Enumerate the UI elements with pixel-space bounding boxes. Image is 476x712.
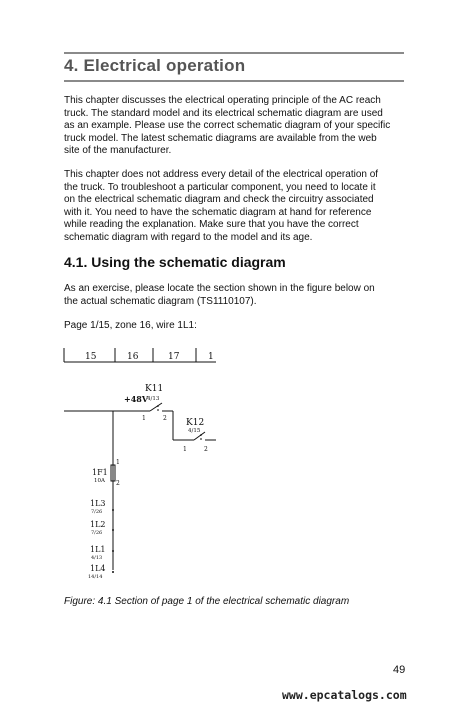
k12-label: K12 <box>186 418 205 428</box>
text-line: the actual schematic diagram (TS1110107). <box>64 295 257 307</box>
section-heading: 4.1. Using the schematic diagram <box>64 254 286 270</box>
text-line: on the electrical schematic diagram and check the circuitry associated <box>64 194 374 206</box>
text-line: truck. The standard model and its electrical schematic diagram are used <box>64 107 383 119</box>
fuse-pin-2: 2 <box>116 480 120 487</box>
text-line: schematic diagram with regard to the model and its age. <box>64 231 313 243</box>
supply-label: +48V <box>124 394 149 404</box>
wire-label: 1L1 <box>90 545 106 554</box>
zone-label: 15 <box>85 352 97 362</box>
page-number: 49 <box>393 664 406 676</box>
text-line: as an example. Please use the correct schematic diagram of your specific <box>64 120 391 132</box>
wire-ref: 4/13 <box>91 555 103 561</box>
zone-label: 16 <box>127 352 139 362</box>
text-line: This chapter discusses the electrical operating principle of the AC reach <box>64 95 381 106</box>
k11-label: K11 <box>145 384 164 394</box>
wire-label: 1L2 <box>90 520 106 529</box>
location-line: Page 1/15, zone 16, wire 1L1: <box>64 320 197 331</box>
text-line: while reading the explanation. Make sure that you have the correct <box>64 219 359 231</box>
text-line: As an exercise, please locate the section shown in the figure below on <box>64 283 375 294</box>
wire-label: 1L3 <box>90 499 106 508</box>
k11-ref: 4/13 <box>147 396 160 402</box>
fuse-rating: 10A <box>94 478 105 484</box>
wire-label: 1L4 <box>90 564 106 573</box>
k11-pin-1: 1 <box>142 415 146 422</box>
text-line: This chapter does not address every detail of the electrical operation of <box>64 169 379 180</box>
k12-pin-2: 2 <box>204 446 208 453</box>
intro-paragraph-2 <box>64 169 406 245</box>
schematic-diagram <box>0 340 476 580</box>
figure-caption: Figure: 4.1 Section of page 1 of the electrical schematic diagram <box>64 596 350 607</box>
k12-ref: 4/15 <box>188 428 201 434</box>
zone-label: 1 <box>208 352 214 362</box>
zone-label: 17 <box>168 352 180 362</box>
wire-ref: 14/14 <box>88 574 103 580</box>
watermark-url: www.epcatalogs.com <box>282 688 407 702</box>
fuse-pin-1: 1 <box>116 459 120 466</box>
wire-ref: 7/26 <box>91 509 103 515</box>
fuse-label: 1F1 <box>92 468 108 477</box>
heading-bottom-rule <box>64 80 404 82</box>
text-line: with it. You need to have the schematic diagram at hand for reference <box>64 206 372 218</box>
text-line: the truck. To troubleshoot a particular component, you need to locate it <box>64 181 376 193</box>
k12-pin-1: 1 <box>183 446 187 453</box>
heading-top-rule <box>64 52 404 54</box>
chapter-heading: 4. Electrical operation <box>64 56 246 75</box>
text-line: truck model. The latest schematic diagrams are available from the web <box>64 132 377 144</box>
intro-paragraph-1 <box>64 95 406 158</box>
wire-ref: 7/26 <box>91 530 103 536</box>
exercise-paragraph <box>64 283 406 308</box>
text-line: site of the manufacturer. <box>64 145 172 157</box>
k11-pin-2: 2 <box>163 415 167 422</box>
